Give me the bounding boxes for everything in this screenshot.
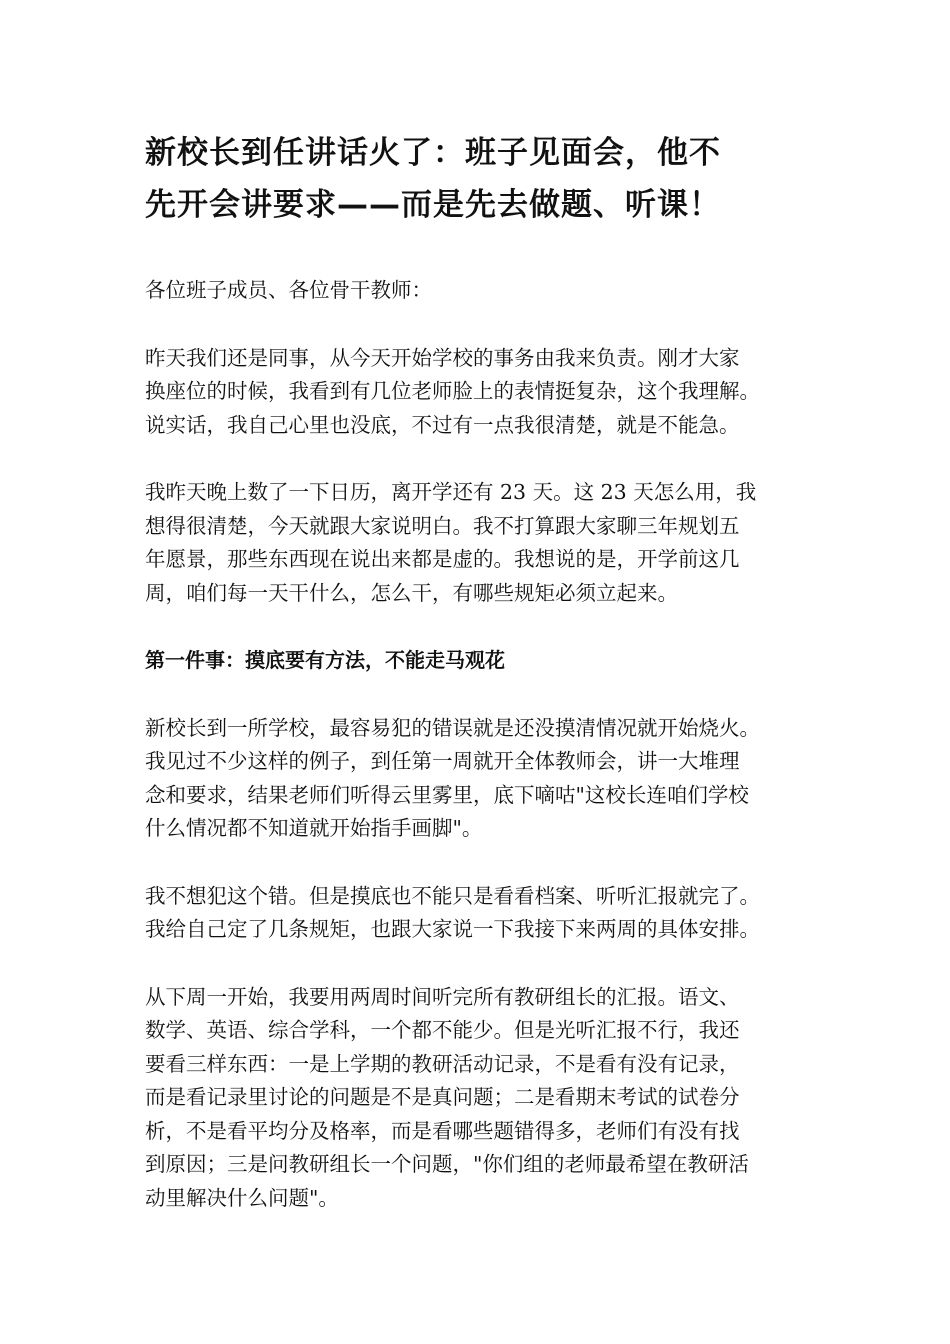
paragraph-line: 从下周一开始，我要用两周时间听完所有教研组长的汇报。语文、 — [145, 984, 740, 1009]
paragraph-line: 想得很清楚，今天就跟大家说明白。我不打算跟大家聊三年规划五 — [145, 513, 740, 538]
paragraph-line: 要看三样东西：一是上学期的教研活动记录，不是看有没有记录， — [145, 1051, 740, 1076]
paragraph-line: 周，咱们每一天干什么，怎么干，有哪些规矩必须立起来。 — [145, 580, 678, 605]
title-line: 先开会讲要求——而是先去做题、听课！ — [145, 187, 721, 223]
paragraph — [145, 981, 815, 1216]
paragraph-line: 年愿景，那些东西现在说出来都是虚的。我想说的是，开学前这几 — [145, 547, 740, 571]
paragraph-line: 新校长到一所学校，最容易犯的错误就是还没摸清情况就开始烧火。 — [145, 715, 760, 740]
document-page — [145, 127, 815, 1249]
paragraph — [145, 342, 815, 443]
paragraph-line: 到原因；三是问教研组长一个问题，"你们组的老师最希望在教研活 — [145, 1152, 749, 1176]
section-heading: 第一件事：摸底要有方法，不能走马观花 — [145, 648, 505, 672]
paragraph-line: 什么情况都不知道就开始指手画脚"。 — [145, 816, 483, 840]
paragraph-line: 动里解决什么问题"。 — [145, 1185, 339, 1210]
paragraph-line: 而是看记录里讨论的问题是不是真问题；二是看期末考试的试卷分 — [145, 1085, 740, 1109]
paragraph-line: 昨天我们还是同事，从今天开始学校的事务由我来负责。刚才大家 — [145, 345, 740, 370]
paragraph-line: 析，不是看平均分及格率，而是看哪些题错得多，老师们有没有找 — [145, 1118, 740, 1143]
greeting-line: 各位班子成员、各位骨干教师： — [145, 278, 432, 302]
paragraph-line: 换座位的时候，我看到有几位老师脸上的表情挺复杂，这个我理解。 — [145, 379, 760, 403]
paragraph-line: 我昨天晚上数了一下日历，离开学还有 23 天。这 23 天怎么用，我 — [145, 480, 757, 504]
greeting — [145, 274, 815, 308]
paragraph-line: 我见过不少这样的例子，到任第一周就开全体教师会，讲一大堆理 — [145, 749, 740, 773]
paragraph-line: 说实话，我自己心里也没底，不过有一点我很清楚，就是不能急。 — [145, 412, 740, 437]
paragraph — [145, 712, 815, 846]
title-line: 新校长到任讲话火了：班子见面会，他不 — [145, 135, 721, 171]
paragraph-line: 我不想犯这个错。但是摸底也不能只是看看档案、听听汇报就完了。 — [145, 883, 760, 908]
paragraph-line: 念和要求，结果老师们听得云里雾里，底下嘀咕"这校长连咱们学校 — [145, 782, 749, 807]
paragraph-line: 数学、英语、综合学科，一个都不能少。但是光听汇报不行，我还 — [145, 1018, 740, 1042]
article-title — [145, 127, 815, 231]
paragraph — [145, 880, 815, 947]
paragraph — [145, 476, 815, 610]
paragraph-line: 我给自己定了几条规矩，也跟大家说一下我接下来两周的具体安排。 — [145, 917, 760, 941]
